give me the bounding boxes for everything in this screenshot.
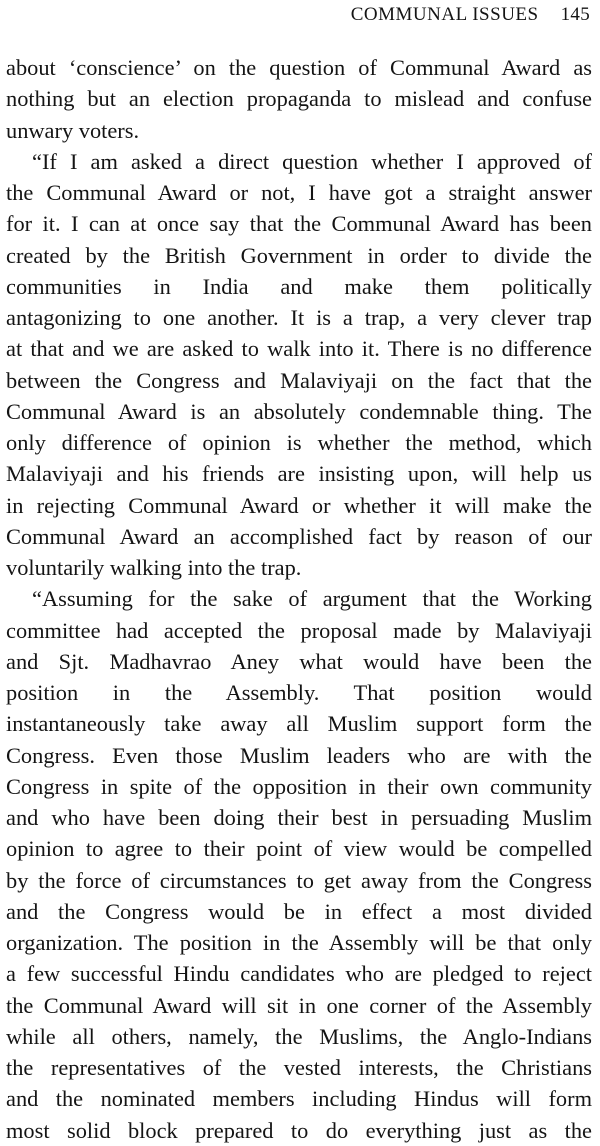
text-line: communities in India and make them politically: [6, 273, 592, 299]
text-line: the Communal Award or not, I have got a straight answer: [6, 180, 592, 205]
text-line: the Communal Award will sit in one corner of the Assembly: [6, 992, 592, 1018]
text-line: Congress. Even those Muslim leaders who are with the: [6, 742, 592, 768]
text-line: only difference of opinion is whether the method, which: [6, 430, 592, 455]
text-line: voluntarily walking into the trap.: [6, 555, 302, 580]
text-line: Congress in spite of the opposition in their own community: [6, 773, 592, 799]
text-line: while all others, namely, the Muslims, the Anglo-Indians: [6, 1023, 592, 1049]
text-line: organization. The position in the Assembly will be that only: [6, 930, 592, 955]
text-line: between the Congress and Malaviyaji on the fact that the: [6, 367, 592, 393]
text-line: “If I am asked a direct question whether I approved of: [32, 148, 592, 174]
text-line: Communal Award an accomplished fact by reason of our: [6, 523, 592, 549]
text-line: Malaviyaji and his friends are insisting upon, will help us: [6, 461, 592, 487]
text-line: a few successful Hindu candidates who are pledged to reject: [6, 961, 592, 987]
running-title: COMMUNAL ISSUES: [350, 4, 539, 25]
text-line: opinion to agree to their point of view would be compelled: [6, 836, 592, 862]
text-line: and the nominated members including Hindus will form: [6, 1086, 592, 1112]
text-line: instantaneously take away all Muslim support form the: [6, 711, 592, 737]
text-line: position in the Assembly. That position would: [6, 680, 592, 705]
text-line: in rejecting Communal Award or whether it will make the: [6, 492, 592, 518]
text-line: and Sjt. Madhavrao Aney what would have been the: [6, 648, 592, 674]
text-line: unwary voters.: [6, 117, 140, 143]
text-line: the representatives of the vested interests, the Christians: [6, 1055, 592, 1080]
text-line: by the force of circumstances to get away from the Congress: [6, 867, 592, 893]
text-line: for it. I can at once say that the Communal Award has been: [6, 211, 592, 237]
running-header: [351, 4, 590, 26]
text-line: “Assuming for the sake of argument that the Working: [32, 586, 592, 612]
text-line: and who have been doing their best in persuading Muslim: [6, 805, 592, 830]
text-line: most solid block prepared to do everything just as the: [6, 1117, 592, 1143]
text-line: about ‘conscience’ on the question of Communal Award as: [6, 55, 592, 80]
text-line: Communal Award is an absolutely condemnable thing. The: [6, 398, 592, 424]
text-line: and the Congress would be in effect a most divided: [6, 898, 592, 924]
text-line: antagonizing to one another. It is a trap, a very clever trap: [6, 305, 592, 330]
text-line: at that and we are asked to walk into it. There is no difference: [6, 336, 592, 362]
text-line: committee had accepted the proposal made by Malaviyaji: [6, 617, 592, 643]
text-line: created by the British Government in order to divide the: [6, 242, 592, 268]
page-number: 145: [560, 4, 590, 25]
text-line: nothing but an election propaganda to mislead and confuse: [6, 86, 592, 112]
body-text: [6, 52, 592, 1146]
